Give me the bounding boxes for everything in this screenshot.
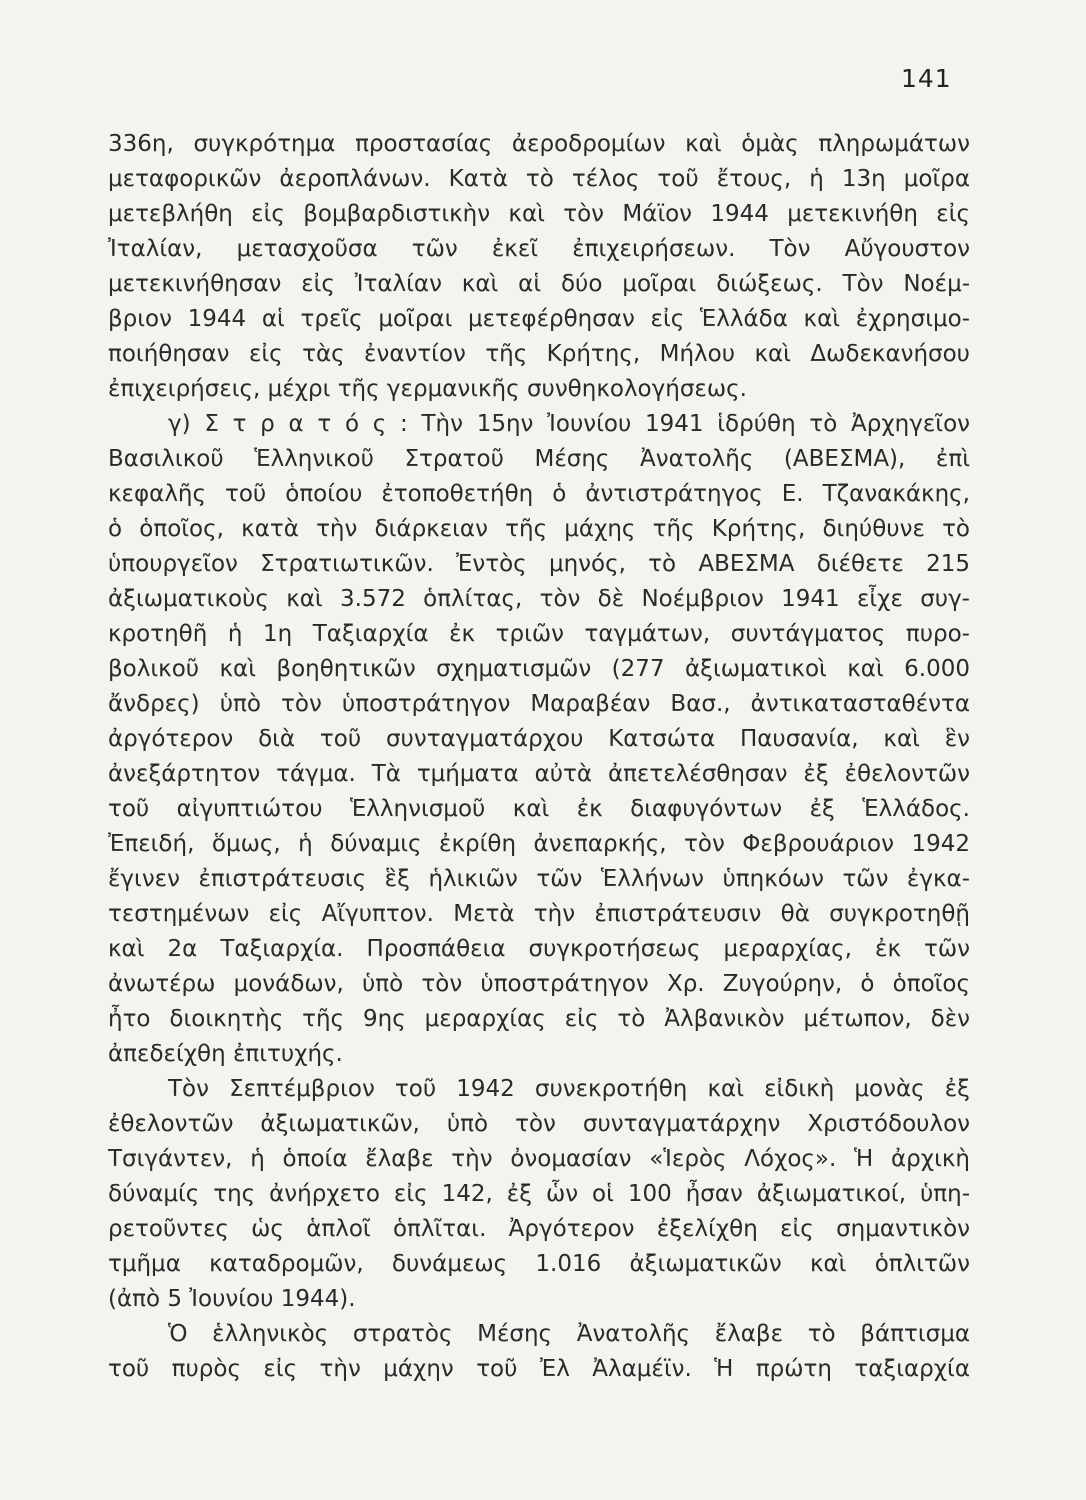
paragraph-air-force	[108, 127, 970, 407]
text-line: ἦτο διοικητὴς τῆς 9ης μεραρχίας εἰς τὸ Ἀλβανικὸν μέτωπον, δὲν	[108, 1006, 970, 1032]
text-line: τμῆμα καταδρομῶν, δυνάμεως 1.016 ἀξιωματικῶν καὶ ὁπλιτῶν	[108, 1251, 970, 1277]
text-line: βολικοῦ καὶ βοηθητικῶν σχηματισμῶν (277 ἀξιωματικοὶ καὶ 6.000	[108, 656, 970, 682]
text-line: ἄνδρες) ὑπὸ τὸν ὑποστράτηγον Μαραβέαν Βασ., ἀντικατασταθέντα	[108, 691, 970, 717]
text-line: κεφαλῆς τοῦ ὁποίου ἐτοποθετήθη ὁ ἀντιστράτηγος Ε. Τζανακάκης,	[108, 481, 970, 507]
text-line: ἀξιωματικοὺς καὶ 3.572 ὁπλίτας, τὸν δὲ Νοέμβριον 1941 εἶχε συγ-	[108, 586, 970, 612]
text-line: ποιήθησαν εἰς τὰς ἐναντίον τῆς Κρήτης, Μήλου καὶ Δωδεκανήσου	[108, 341, 970, 367]
text-line: κροτηθῆ ἡ 1η Ταξιαρχία ἐκ τριῶν ταγμάτων, συντάγματος πυρο-	[108, 621, 970, 647]
paragraph-sacred-band	[108, 1072, 970, 1317]
text-line: ἀνωτέρω μονάδων, ὑπὸ τὸν ὑποστράτηγον Χρ. Ζυγούρην, ὁ ὁποῖος	[108, 971, 970, 997]
text-line: ὑπουργεῖον Στρατιωτικῶν. Ἐντὸς μηνός, τὸ ΑΒΕΣΜΑ διέθετε 215	[108, 551, 970, 577]
text-line: Τσιγάντεν, ἡ ὁποία ἔλαβε τὴν ὀνομασίαν «Ἱερὸς Λόχος». Ἡ ἀρχικὴ	[108, 1146, 970, 1172]
text-line: καὶ 2α Ταξιαρχία. Προσπάθεια συγκροτήσεως μεραρχίας, ἐκ τῶν	[108, 936, 970, 962]
body-text	[108, 127, 970, 1387]
text-line: ὁ ὁποῖος, κατὰ τὴν διάρκειαν τῆς μάχης τῆς Κρήτης, διηύθυνε τὸ	[108, 516, 970, 542]
text-line: ἔγινεν ἐπιστράτευσις ἓξ ἡλικιῶν τῶν Ἑλλήνων ὑπηκόων τῶν ἐγκα-	[108, 866, 970, 892]
text-line: ἐθελοντῶν ἀξιωματικῶν, ὑπὸ τὸν συνταγματάρχην Χριστόδουλον	[108, 1111, 970, 1137]
text-line: ἀπεδείχθη ἐπιτυχής.	[108, 1041, 343, 1067]
text-line: ἀνεξάρτητον τάγμα. Τὰ τμήματα αὐτὰ ἀπετελέσθησαν ἐξ ἐθελοντῶν	[108, 761, 970, 787]
text-line: ἐπιχειρήσεις, μέχρι τῆς γερμανικῆς συνθηκολογήσεως.	[108, 376, 747, 402]
text-line: 336η, συγκρότημα προστασίας ἀεροδρομίων καὶ ὁμὰς πληρωμάτων	[108, 131, 970, 157]
text-line: μεταφορικῶν ἀεροπλάνων. Κατὰ τὸ τέλος τοῦ ἔτους, ἡ 13η μοῖρα	[108, 166, 970, 192]
text-line: τοῦ αἰγυπτιώτου Ἑλληνισμοῦ καὶ ἐκ διαφυγόντων ἐξ Ἑλλάδος.	[108, 796, 970, 822]
text-line: Τὸν Σεπτέμβριον τοῦ 1942 συνεκροτήθη καὶ εἰδικὴ μονὰς ἐξ	[168, 1076, 970, 1102]
text-line: τεστημένων εἰς Αἴγυπτον. Μετὰ τὴν ἐπιστράτευσιν θὰ συγκροτηθῇ	[108, 901, 970, 927]
text-line: μετεκινήθησαν εἰς Ἰταλίαν καὶ αἱ δύο μοῖραι διώξεως. Τὸν Νοέμ-	[108, 271, 970, 297]
text-line: ἀργότερον διὰ τοῦ συνταγματάρχου Κατσώτα Παυσανία, καὶ ἓν	[108, 726, 970, 752]
paragraph-army	[108, 407, 970, 1072]
text-line: γ) Σ τ ρ α τ ό ς : Τὴν 15ην Ἰουνίου 1941 ἱδρύθη τὸ Ἀρχηγεῖον	[168, 411, 970, 437]
text-line: ρετοῦντες ὡς ἁπλοῖ ὁπλῖται. Ἀργότερον ἐξελίχθη εἰς σημαντικὸν	[108, 1216, 970, 1242]
text-line: Ἐπειδή, ὅμως, ἡ δύναμις ἐκρίθη ἀνεπαρκής, τὸν Φεβρουάριον 1942	[108, 831, 970, 857]
text-line: Ὁ ἑλληνικὸς στρατὸς Μέσης Ἀνατολῆς ἔλαβε τὸ βάπτισμα	[168, 1321, 970, 1347]
page-number: 141	[901, 64, 952, 93]
text-line: βριον 1944 αἱ τρεῖς μοῖραι μετεφέρθησαν εἰς Ἑλλάδα καὶ ἐχρησιμο-	[108, 306, 970, 332]
text-line: μετεβλήθη εἰς βομβαρδιστικὴν καὶ τὸν Μάϊον 1944 μετεκινήθη εἰς	[108, 201, 970, 227]
paragraph-el-alamein	[108, 1317, 970, 1387]
text-line: Βασιλικοῦ Ἑλληνικοῦ Στρατοῦ Μέσης Ἀνατολῆς (ΑΒΕΣΜΑ), ἐπὶ	[108, 446, 970, 472]
text-line: δύναμίς της ἀνήρχετο εἰς 142, ἐξ ὧν οἱ 100 ἦσαν ἀξιωματικοί, ὑπη-	[108, 1181, 970, 1207]
text-line: Ἰταλίαν, μετασχοῦσα τῶν ἐκεῖ ἐπιχειρήσεων. Τὸν Αὔγουστον	[108, 236, 970, 262]
text-line: τοῦ πυρὸς εἰς τὴν μάχην τοῦ Ἐλ Ἀλαμέϊν. Ἡ πρώτη ταξιαρχία	[108, 1356, 970, 1382]
text-line: (ἀπὸ 5 Ἰουνίου 1944).	[108, 1286, 356, 1312]
